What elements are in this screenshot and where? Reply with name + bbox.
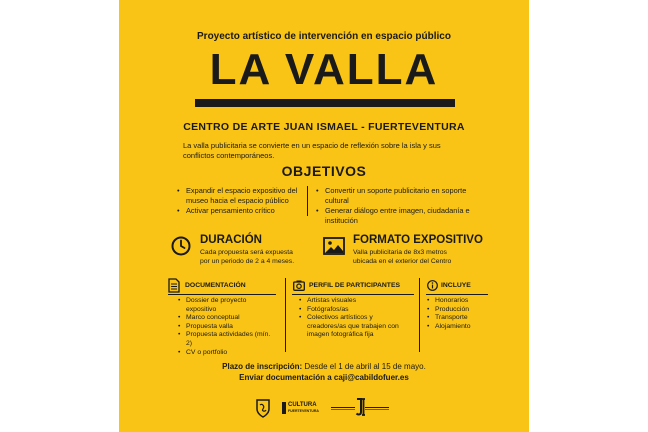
list-item: • Colectivos artísticos y creadores/as que trabajen con imagen fotográfica fija <box>298 314 413 340</box>
formato-line-1: Valla publicitaria de 8x3 metros <box>353 249 447 256</box>
perfil-rule <box>292 294 414 295</box>
list-item: • Alojamiento <box>426 323 496 332</box>
list-item: • Honorarios <box>426 297 496 306</box>
list-item: • Propuesta actividades (mín. 2) <box>177 331 277 348</box>
intro-text <box>183 141 473 161</box>
intro-line-1: La valla publicitaria se convierte en un espacio de reflexión sobre la isla y sus <box>183 141 441 150</box>
cultura-text <box>288 402 319 414</box>
list-item: • Producción <box>426 306 496 315</box>
caji-logo <box>331 398 389 421</box>
poster-subtitle: Proyecto artístico de intervención en espacio público <box>197 31 451 42</box>
clock-icon <box>171 236 191 256</box>
formato-title: FORMATO EXPOSITIVO <box>353 234 483 246</box>
image-icon <box>323 237 345 255</box>
list-item: • Transporte <box>426 314 496 323</box>
objetivos-right-list <box>315 186 485 226</box>
card-divider-2 <box>419 278 420 352</box>
cultura-line-1: CULTURA <box>288 402 317 408</box>
plazo-text: Desde el 1 de abril al 15 de mayo. <box>302 362 426 371</box>
card-divider-1 <box>285 278 286 352</box>
duracion-text <box>200 249 330 266</box>
list-item: • CV o portfolio <box>177 349 277 358</box>
cabildo-logo <box>255 398 271 423</box>
list-item: • Dossier de proyecto expositivo <box>177 297 277 314</box>
objetivos-left-list <box>176 186 304 216</box>
perfil-title: PERFIL DE PARTICIPANTES <box>309 282 401 289</box>
list-item: • Activar pensamiento crítico <box>176 206 304 216</box>
info-icon <box>427 280 438 291</box>
list-item: • Propuesta valla <box>177 323 277 332</box>
document-icon <box>168 278 180 293</box>
centre-name: CENTRO DE ARTE JUAN ISMAEL - FUERTEVENTURA <box>183 121 465 133</box>
cultura-mark <box>282 402 286 414</box>
formato-text <box>353 249 503 266</box>
duracion-title: DURACIÓN <box>200 234 262 246</box>
cultura-line-2: FUERTEVENTURA <box>288 409 319 413</box>
incluye-list <box>426 297 496 331</box>
duracion-line-2: por un periodo de 2 a 4 meses. <box>200 257 295 265</box>
plazo-label: Plazo de inscripción: <box>222 362 303 371</box>
envio-documentacion: Enviar documentación a caji@cabildofuer.es <box>239 373 409 382</box>
list-item: • Generar diálogo entre imagen, ciudadanía e institución <box>315 206 485 226</box>
plazo-inscripcion <box>119 362 529 371</box>
list-item: • Convertir un soporte publicitario en soporte cultural <box>315 186 485 206</box>
list-item: • Marco conceptual <box>177 314 277 323</box>
camera-icon <box>293 280 305 291</box>
documentacion-title: DOCUMENTACIÓN <box>185 282 246 289</box>
list-item: • Artistas visuales <box>298 297 413 306</box>
documentacion-rule <box>168 294 276 295</box>
documentacion-list <box>177 297 277 357</box>
list-item: • Expandir el espacio expositivo del museo hacia el espacio público <box>176 186 304 206</box>
list-item: • Fotógrafos/as <box>298 306 413 315</box>
poster-title: LA VALLA <box>209 45 439 94</box>
perfil-list <box>298 297 413 340</box>
incluye-rule <box>426 294 488 295</box>
intro-line-2: conflictos contemporáneos. <box>183 151 275 160</box>
incluye-title: INCLUYE <box>441 282 471 289</box>
duracion-line-1: Cada propuesta será expuesta <box>200 249 293 256</box>
objetivos-divider <box>307 186 308 216</box>
poster <box>119 0 529 432</box>
formato-line-2: ubicada en el exterior del Centro <box>353 257 452 265</box>
title-underline <box>195 99 455 107</box>
objetivos-title: OBJETIVOS <box>281 163 367 179</box>
